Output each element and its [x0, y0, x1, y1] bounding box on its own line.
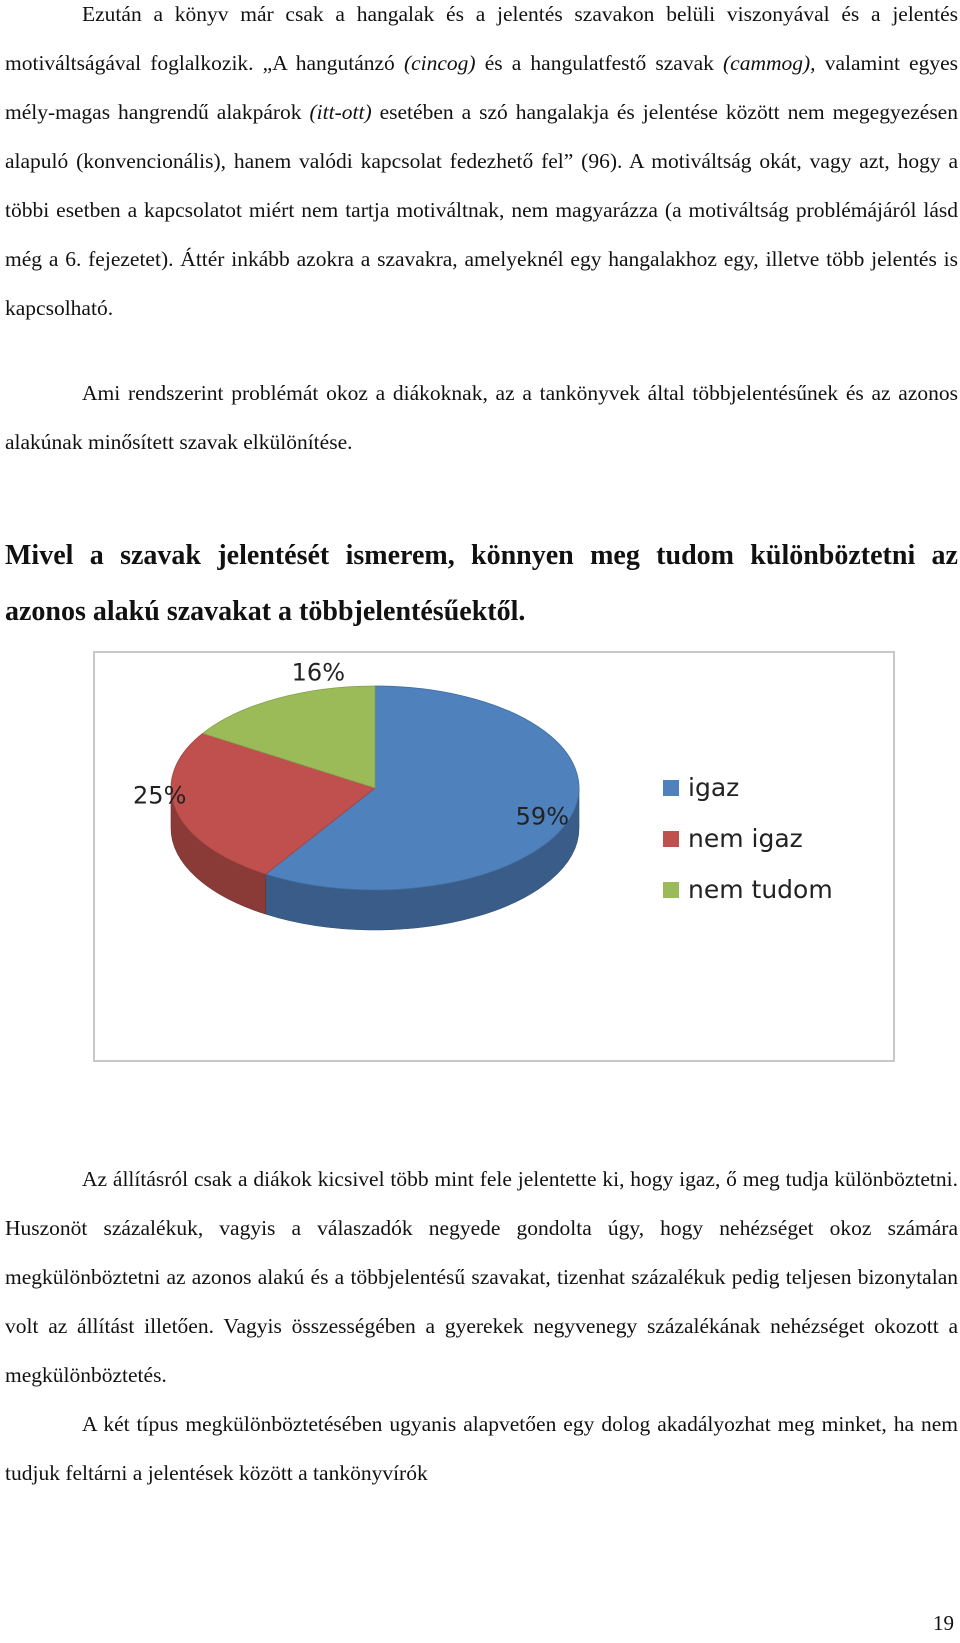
paragraph-1-text-b: és a hangulatfestő szavak: [475, 51, 724, 75]
legend-label-nem-igaz: nem igaz: [688, 824, 803, 853]
paragraph-2-text: Ami rendszerint problémát okoz a diákoknak, az a tankönyvek által többjelentésűnek és az azonos alakúnak minősített szavak elkülönítése.: [5, 381, 958, 454]
pie-chart-frame: [93, 651, 895, 1062]
paragraph-2: [5, 369, 958, 467]
survey-statement-heading: Mivel a szavak jelentését ismerem, könnyen meg tudom különböztetni az azonos alakú szavakat a többjelentésűektől.: [5, 540, 958, 627]
pie-top-faces: [171, 686, 579, 890]
paragraph-1-example-2: (cammog),: [723, 51, 816, 75]
paragraph-4: [5, 1400, 958, 1498]
legend-label-igaz: igaz: [688, 773, 740, 802]
paragraph-1: [5, 0, 958, 333]
legend-swatch-nem-tudom: [663, 882, 679, 898]
paragraph-1-text-c: valamint egyes mély-magas hangrendű alakpárok: [5, 51, 959, 124]
paragraph-3-text: Az állításról csak a diákok kicsivel több mint fele jelentette ki, hogy igaz, ő meg tudja különböztetni. Huszonöt százalékuk, vagyis a válaszadók negyede gondolta úgy, hogy nehézséget okoz számára megkülönböztetni az azonos alakú és a többjelentésű szavakat, tizenhat százalékuk pedig teljesen bizonytalan volt az állítást illetően. Vagyis összességében a gyerekek negyvenegy százalékának nehézséget okozott a megkülönböztetés.: [5, 1167, 958, 1387]
data-label-nem-tudom: 16%: [291, 658, 346, 687]
paragraph-1-example-3: (itt-ott): [309, 100, 372, 124]
paragraph-4-text: A két típus megkülönböztetésében ugyanis alapvetően egy dolog akadályozhat meg minket, ha nem tudjuk feltárni a jelentések között a tankönyvírók: [5, 1412, 958, 1485]
data-label-nem-igaz: 25%: [133, 781, 187, 810]
paragraph-1-text-d: esetében a szó hangalakja és jelentése között nem megegyezésen alapuló (konvencionális), hanem valódi kapcsolat fedezhető fel” (96). A motiváltság okát, vagy azt, hogy a többi esetben a kapcsolatot miért nem tartja motiváltnak, nem magyarázza (a motiváltság problémájáról lásd még a 6. fejezetet). Áttér inkább azokra a szavakra, amelyeknél egy hangalakhoz egy, illetve több jelentés is kapcsolható.: [5, 100, 958, 320]
chart-legend: [663, 773, 833, 904]
legend-swatch-nem-igaz: [663, 831, 679, 847]
legend-swatch-igaz: [663, 780, 679, 796]
paragraph-1-example-1: (cincog): [403, 51, 476, 75]
paragraph-3: [5, 1155, 958, 1400]
paragraph-1-text-a: Ezután a könyv már csak a hangalak és a jelentés szavakon belüli viszonyával és a jelentés motiváltságával foglalkozik. „A hangutánzó: [5, 2, 958, 75]
data-label-igaz: 59%: [515, 802, 570, 831]
page-number: 19: [933, 1611, 954, 1635]
legend-label-nem-tudom: nem tudom: [688, 875, 833, 904]
pie-chart: [95, 653, 893, 1060]
